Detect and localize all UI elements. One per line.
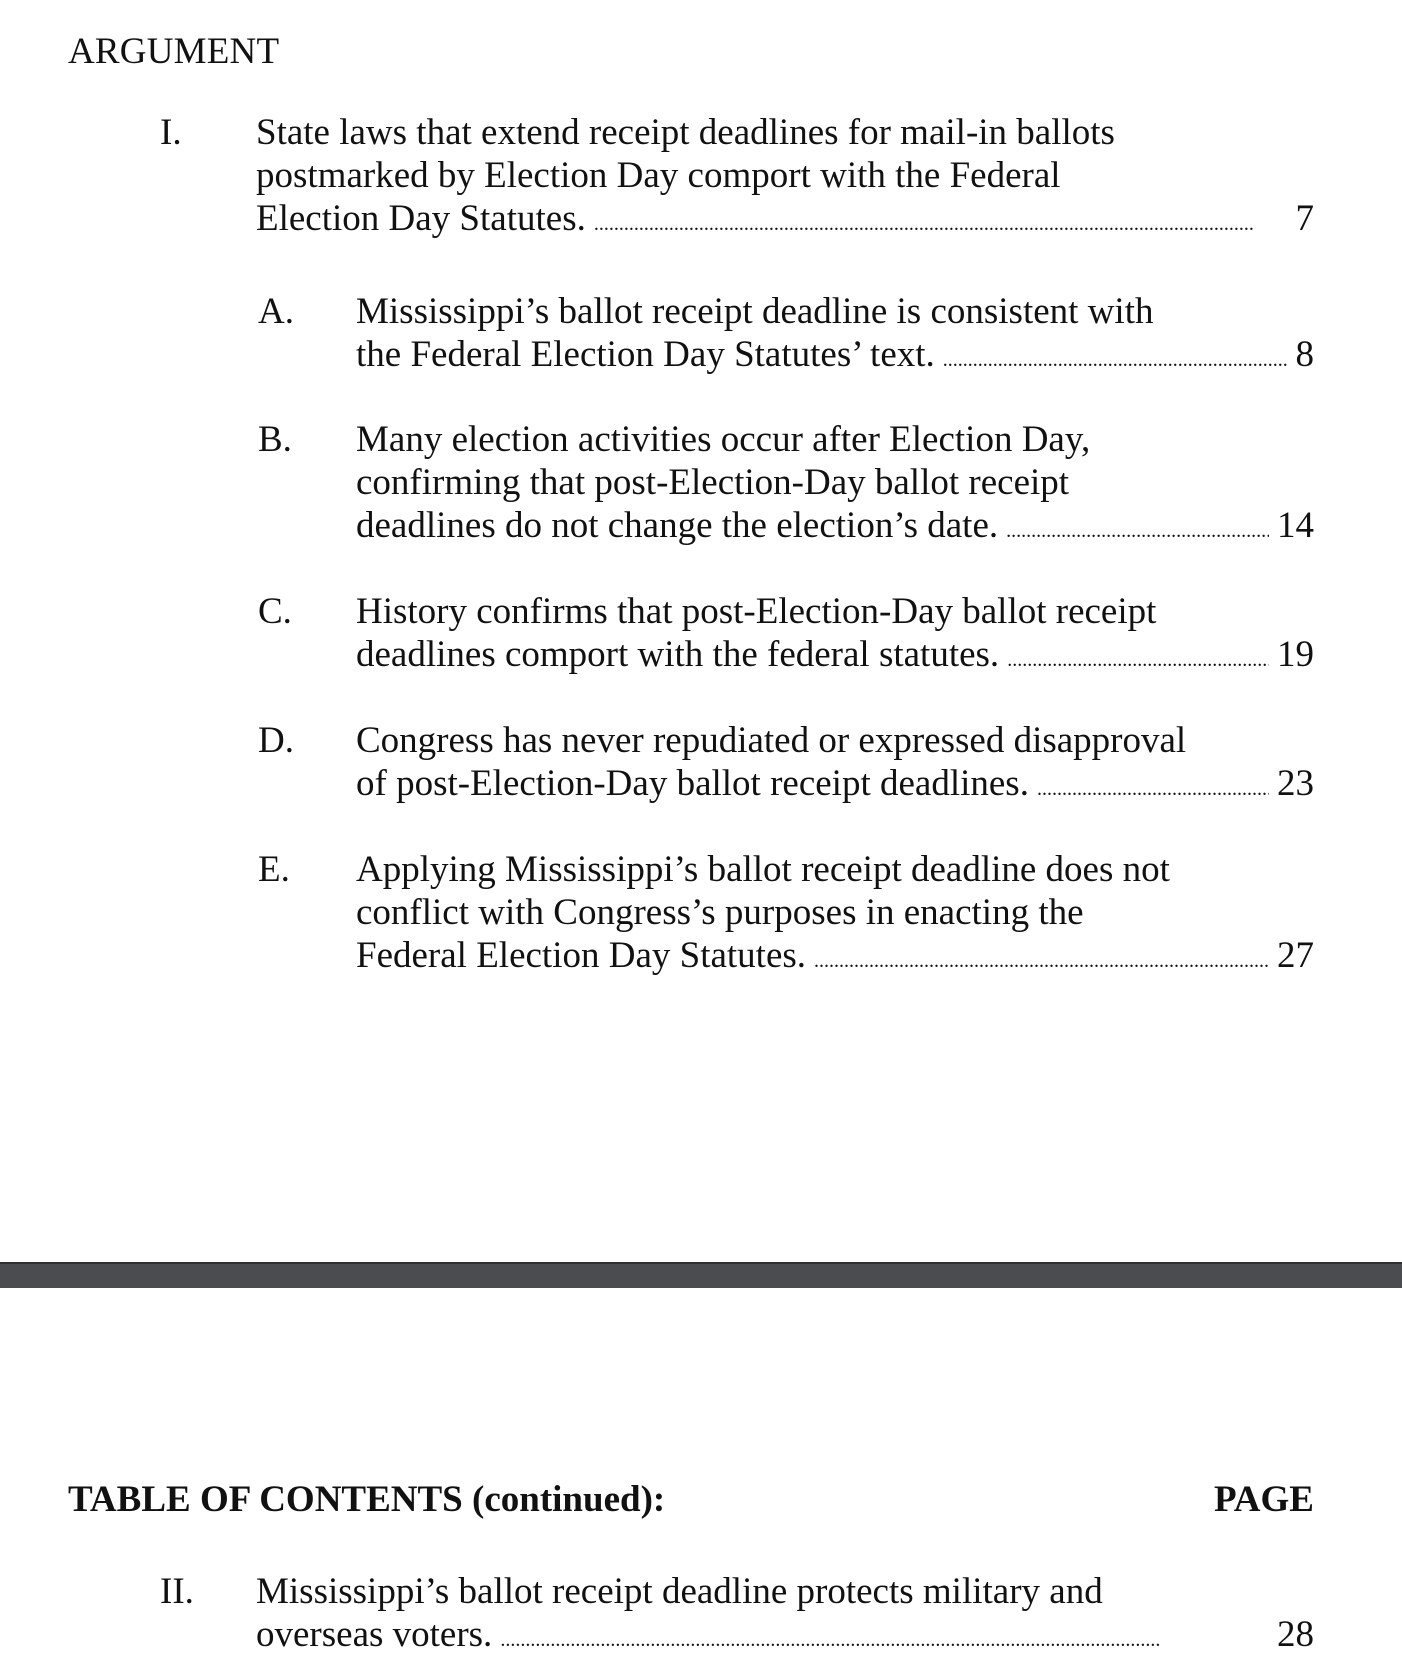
dot-leader — [1037, 762, 1269, 811]
toc-entry-number: A. — [258, 291, 294, 332]
toc-entry-number: B. — [258, 419, 292, 460]
dot-leader — [500, 1613, 1269, 1662]
toc-entry-number: II. — [160, 1571, 194, 1612]
toc-entry-d[interactable] — [258, 719, 1314, 805]
dot-leader — [1006, 504, 1269, 553]
toc-entry-line: Applying Mississippi’s ballot receipt deadline does not — [356, 849, 1170, 890]
toc-entry-line: postmarked by Election Day comport with the Federal — [256, 155, 1061, 196]
toc-entry-a[interactable] — [258, 290, 1314, 376]
toc-page-number: 14 — [1277, 505, 1314, 546]
toc-entry-i[interactable] — [160, 111, 1314, 241]
dot-leader — [814, 934, 1269, 983]
toc-entry-line: Federal Election Day Statutes. — [356, 935, 807, 976]
page-break-divider — [0, 1262, 1402, 1288]
section-heading: ARGUMENT — [68, 31, 280, 72]
toc-entry-b[interactable] — [258, 418, 1314, 548]
toc-entry-line: confirming that post-Election-Day ballot receipt — [356, 462, 1070, 503]
toc-entry-line: History confirms that post-Election-Day ballot receipt — [356, 591, 1157, 632]
toc-continued-title: TABLE OF CONTENTS (continued): — [68, 1479, 666, 1520]
toc-page-number: 23 — [1277, 763, 1314, 804]
dot-leader — [943, 333, 1288, 382]
toc-entry-number: I. — [160, 112, 182, 153]
toc-entry-line: conflict with Congress’s purposes in enacting the — [356, 892, 1084, 933]
dot-leader — [594, 197, 1288, 246]
toc-page-number: 7 — [1295, 198, 1314, 239]
toc-entry-ii[interactable] — [160, 1570, 1314, 1656]
toc-entry-line: Mississippi’s ballot receipt deadline protects military and — [256, 1571, 1103, 1612]
dot-leader — [1007, 633, 1269, 682]
toc-entry-line: deadlines comport with the federal statutes. — [356, 634, 1000, 675]
toc-entry-line: Many election activities occur after Election Day, — [356, 419, 1091, 460]
toc-entry-c[interactable] — [258, 590, 1314, 676]
toc-page-number: 28 — [1277, 1614, 1314, 1655]
toc-entry-number: E. — [258, 849, 290, 890]
toc-page-number: 8 — [1295, 334, 1314, 375]
toc-entry-line: overseas voters. — [256, 1614, 493, 1655]
toc-page-number: 27 — [1277, 935, 1314, 976]
toc-entry-line: of post-Election-Day ballot receipt deadlines. — [356, 763, 1029, 804]
toc-page-label: PAGE — [1213, 1479, 1314, 1520]
toc-entry-line: Mississippi’s ballot receipt deadline is consistent with — [356, 291, 1154, 332]
toc-entry-line: the Federal Election Day Statutes’ text. — [356, 334, 935, 375]
toc-entry-line: State laws that extend receipt deadlines for mail-in ballots — [256, 112, 1115, 153]
toc-entry-number: D. — [258, 720, 294, 761]
toc-entry-line: Congress has never repudiated or expressed disapproval — [356, 720, 1187, 761]
toc-entry-line: Election Day Statutes. — [256, 198, 586, 239]
toc-entry-line: deadlines do not change the election’s date. — [356, 505, 999, 546]
toc-entry-number: C. — [258, 591, 292, 632]
toc-entry-e[interactable] — [258, 848, 1314, 978]
toc-page-number: 19 — [1277, 634, 1314, 675]
